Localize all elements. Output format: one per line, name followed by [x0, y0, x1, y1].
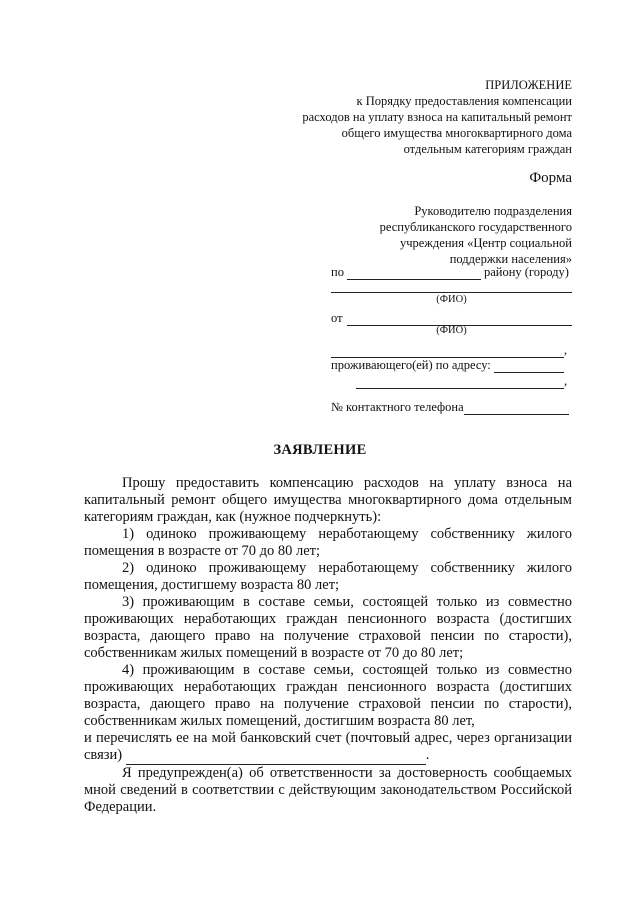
appendix-header: [302, 77, 572, 157]
fio-caption-2: (ФИО): [436, 325, 467, 336]
comma-2: ,: [564, 374, 568, 388]
recipient-line: учреждения «Центр социальной: [399, 236, 572, 250]
intro-paragraph: Прошу предоставить компенсацию расходов на уплату взноса на капитальный ремонт общего имущества многоквартирного дома отдельным категориям граждан, как (нужное подчеркнуть):: [84, 475, 572, 525]
phone-row: [331, 399, 572, 415]
transfer-end: .: [425, 747, 430, 763]
appendix-line: отдельным категориям граждан: [403, 142, 572, 156]
application-body: [84, 475, 572, 816]
applicant-extra-row: [331, 342, 572, 358]
phone-field[interactable]: [464, 402, 569, 415]
option-item-2[interactable]: 2) одиноко проживающему неработающему собственнику жилого помещения, достигшему возраста 80 лет;: [84, 560, 572, 593]
appendix-line: ПРИЛОЖЕНИЕ: [485, 78, 572, 92]
comma: ,: [564, 343, 568, 357]
address-label: проживающего(ей) по адресу:: [331, 358, 491, 372]
transfer-paragraph: [84, 730, 572, 765]
option-item-3[interactable]: 3) проживающим в составе семьи, состоящей только из совместно проживающих неработающих граждан пенсионного возраста (достигших возраста, дающего право на получение страховой пенсии по старости), собственникам жилых помещений в возрасте от 70 до 80 лет;: [84, 594, 572, 661]
address-field-2[interactable]: [356, 376, 564, 389]
recipient-fio-field[interactable]: [331, 292, 572, 293]
recipient-line: Руководителю подразделения: [414, 204, 572, 218]
address-row: [331, 357, 572, 373]
district-prefix: по: [331, 265, 344, 279]
form-label: Форма: [529, 170, 572, 186]
recipient-line: республиканского государственного: [379, 220, 572, 234]
fio-caption: (ФИО): [436, 294, 467, 305]
district-field[interactable]: [347, 267, 481, 280]
recipient-block: [380, 203, 572, 267]
from-row: [331, 310, 572, 326]
district-suffix: району (городу): [483, 265, 569, 279]
transfer-field[interactable]: [126, 747, 426, 765]
option-item-1[interactable]: 1) одиноко проживающему неработающему собственнику жилого помещения в возрасте от 70 до 80 лет;: [84, 526, 572, 559]
appendix-line: расходов на уплату взноса на капитальный ремонт: [302, 110, 572, 124]
option-item-4[interactable]: 4) проживающим в составе семьи, состоящей только из совместно проживающих неработающих граждан пенсионного возраста (достигших возраста, дающего право на получение страховой пенсии по старости), собственникам жилых помещений, достигшим возраста 80 лет,: [84, 662, 572, 729]
appendix-line: общего имущества многоквартирного дома: [341, 126, 572, 140]
address-row-2: [356, 373, 572, 389]
phone-label: № контактного телефона: [331, 400, 464, 414]
warning-paragraph: Я предупрежден(а) об ответственности за достоверность сообщаемых мной сведений в соответствии с действующим законодательством Российской Федерации.: [84, 765, 572, 815]
appendix-line: к Порядку предоставления компенсации: [356, 94, 572, 108]
from-label: от: [331, 311, 343, 325]
address-field[interactable]: [494, 360, 564, 373]
document-title: ЗАЯВЛЕНИЕ: [273, 442, 367, 458]
recipient-line: поддержки населения»: [449, 252, 572, 266]
transfer-text: и перечислять ее на мой банковский счет (почтовый адрес, через организации связи): [84, 730, 572, 763]
district-row: [331, 264, 572, 280]
